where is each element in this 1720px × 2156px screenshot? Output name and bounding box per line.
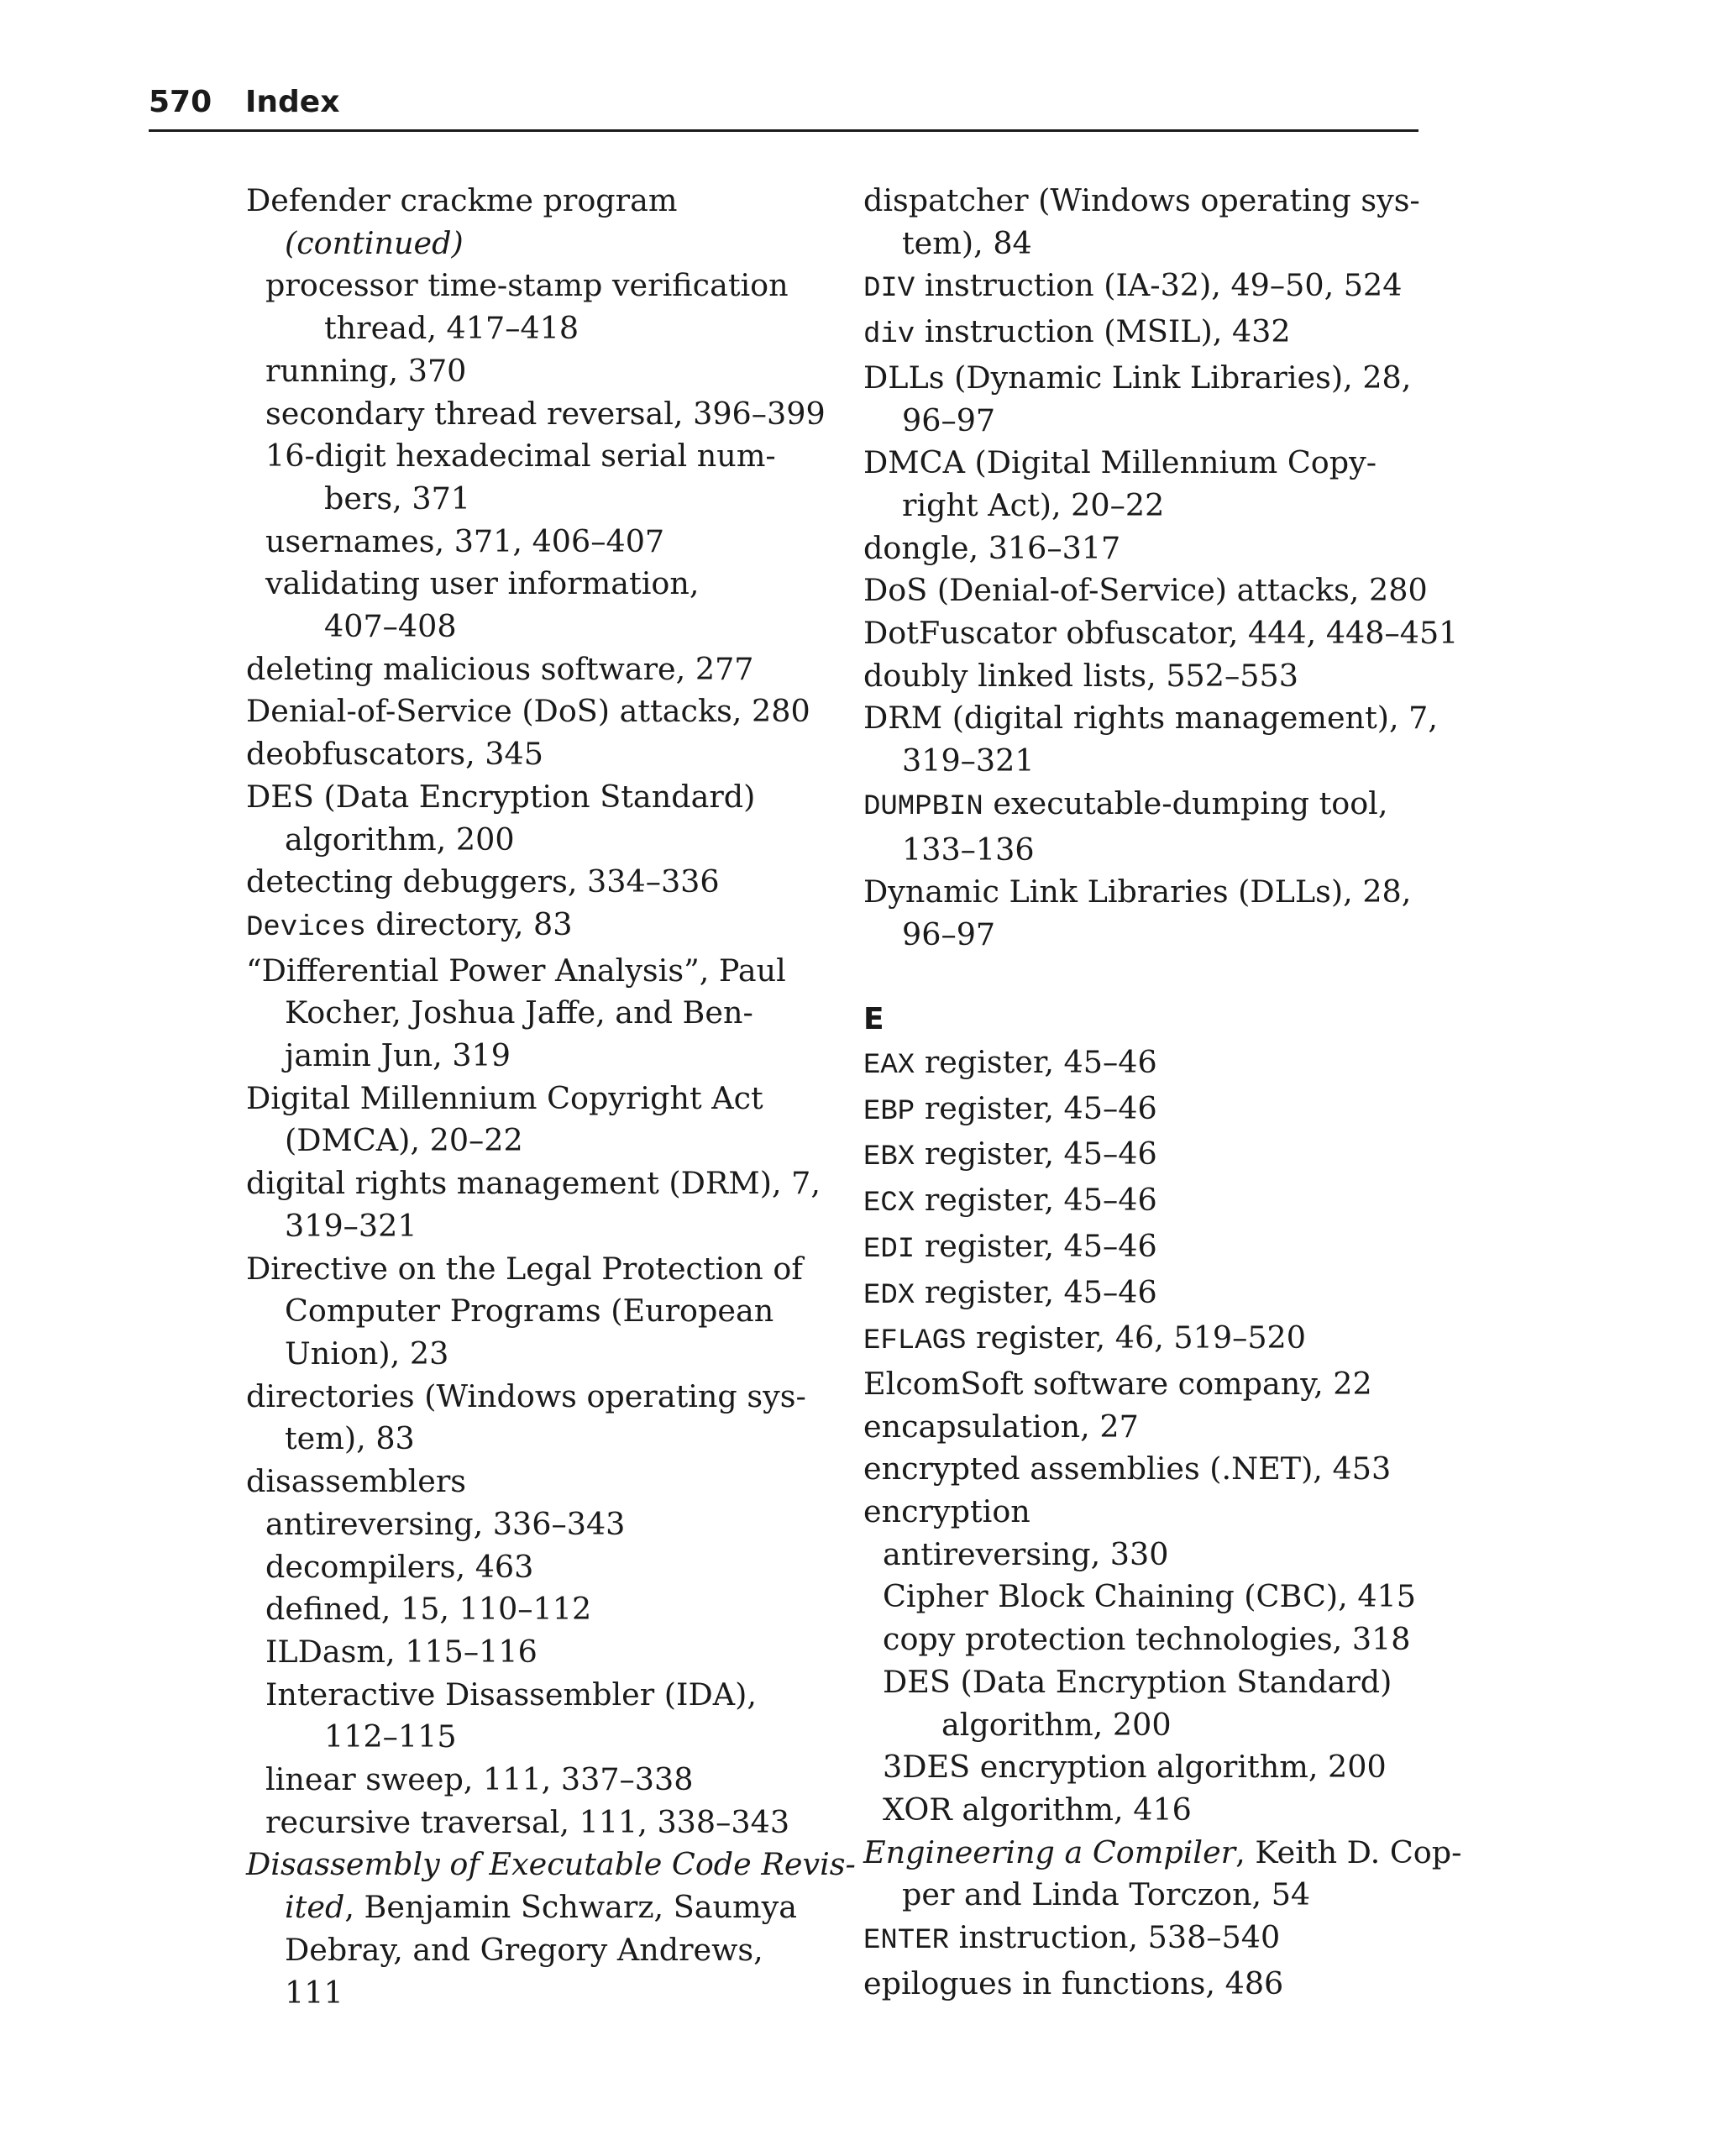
page-number: 570 xyxy=(149,85,212,119)
entry-line xyxy=(246,992,817,1035)
running-title: Index xyxy=(245,85,340,119)
entry-line xyxy=(863,829,1418,872)
entry-text: dispatcher (Windows operating sys- xyxy=(863,182,1420,218)
entry-line xyxy=(246,648,817,691)
entry-text: validating user information, xyxy=(265,565,700,602)
index-entry xyxy=(863,697,1439,782)
entry-text: algorithm, 200 xyxy=(941,1706,1172,1743)
entry-line xyxy=(863,1088,1418,1134)
index-subentry xyxy=(863,1576,1418,1618)
section-letter: E xyxy=(863,1002,884,1037)
entry-line xyxy=(863,527,1418,570)
entry-line xyxy=(246,1376,817,1419)
index-entry xyxy=(863,265,1418,311)
entry-text: DES (Data Encryption Standard) xyxy=(883,1663,1392,1700)
entry-text: Dynamic Link Libraries (DLLs), 28, xyxy=(863,873,1412,910)
entry-line: 111 xyxy=(285,1974,343,2011)
code-term: EBX xyxy=(863,1141,915,1174)
code-term: DUMPBIN xyxy=(863,790,983,823)
entry-text: tem), 84 xyxy=(902,224,1032,261)
index-entry xyxy=(246,950,817,1078)
entry-line xyxy=(246,1886,817,1929)
index-column-right xyxy=(863,180,1462,2006)
entry-line xyxy=(863,1534,1418,1576)
entry-text: running, 370 xyxy=(265,352,467,389)
index-subentry xyxy=(246,1802,817,1844)
continued-note: (continued) xyxy=(285,224,464,261)
entry-line xyxy=(863,1225,1418,1272)
entry-line xyxy=(863,1133,1418,1179)
entry-line xyxy=(863,655,1418,698)
index-subentry xyxy=(246,563,817,648)
index-subentry xyxy=(246,435,817,520)
code-term: EDX xyxy=(863,1279,915,1312)
entry-line xyxy=(246,1078,817,1120)
entry-line xyxy=(246,521,817,564)
entry-text: 96–97 xyxy=(902,401,996,438)
index-subentry xyxy=(863,1746,1418,1789)
entry-line xyxy=(246,819,817,862)
entry-line xyxy=(863,1272,1418,1318)
entry-line xyxy=(246,393,826,436)
entry-text: directory, 83 xyxy=(365,905,573,942)
entry-line xyxy=(863,1491,1418,1534)
entry-italic-text: Engineering a Compiler xyxy=(863,1833,1236,1870)
entry-text: Interactive Disassembler (IDA), xyxy=(265,1676,757,1713)
index-entry xyxy=(863,1448,1418,1491)
index-entry xyxy=(863,655,1418,698)
entry-text: deleting malicious software, 277 xyxy=(246,650,754,687)
code-term: Devices xyxy=(246,911,366,944)
entry-line xyxy=(863,697,1439,740)
entry-line xyxy=(246,606,817,648)
entry-text: doubly linked lists, 552–553 xyxy=(863,657,1298,694)
index-column-left xyxy=(246,180,856,2014)
entry-text: Directive on the Legal Protection of xyxy=(246,1250,803,1287)
index-entry xyxy=(863,569,1428,612)
entry-text: register, 45–46 xyxy=(915,1182,1157,1219)
entry-text: register, 46, 519–520 xyxy=(966,1319,1306,1356)
entry-text: register, 45–46 xyxy=(915,1044,1157,1081)
index-entry xyxy=(863,1225,1418,1272)
entry-text: right Act), 20–22 xyxy=(902,486,1165,523)
entry-text: antireversing, 336–343 xyxy=(265,1505,626,1542)
entry-line xyxy=(863,740,1418,783)
entry-line xyxy=(246,180,817,223)
entry-text: 319–321 xyxy=(285,1207,417,1244)
entry-text: DotFuscator obfuscator, 444, 448–451 xyxy=(863,615,1459,652)
entry-line xyxy=(246,1588,817,1631)
index-entry xyxy=(246,1162,821,1247)
entry-text: bers, 371 xyxy=(324,480,471,517)
index-entry xyxy=(863,1317,1418,1363)
entry-line xyxy=(246,1035,817,1078)
index-entry xyxy=(863,1363,1418,1406)
entry-line xyxy=(863,569,1428,612)
entry-text: antireversing, 330 xyxy=(883,1535,1169,1572)
entry-line xyxy=(863,357,1418,400)
entry-text: dongle, 316–317 xyxy=(863,529,1121,566)
entry-text: secondary thread reversal, 396–399 xyxy=(265,395,826,432)
entry-text: 3DES encryption algorithm, 200 xyxy=(883,1749,1387,1786)
entry-text: ILDasm, 115–116 xyxy=(265,1633,538,1670)
entry-text: encapsulation, 27 xyxy=(863,1408,1139,1445)
entry-line xyxy=(863,871,1418,914)
entry-line xyxy=(863,914,1418,957)
entry-line xyxy=(863,265,1418,311)
entry-line xyxy=(246,1418,817,1461)
entry-text: DLLs (Dynamic Link Libraries), 28, xyxy=(863,359,1412,396)
index-subentry xyxy=(863,1618,1418,1661)
index-subentry xyxy=(863,1661,1418,1746)
entry-text: DoS (Denial-of-Service) attacks, 280 xyxy=(863,572,1428,609)
index-entry xyxy=(246,1376,817,1461)
entry-line xyxy=(246,950,817,993)
entry-text: processor time-stamp verification xyxy=(265,267,789,304)
index-subentry xyxy=(246,1503,817,1546)
entry-line xyxy=(246,307,817,350)
entry-line xyxy=(863,1917,1418,1963)
entry-text: register, 45–46 xyxy=(915,1227,1157,1264)
entry-line xyxy=(246,1674,817,1717)
entry-line xyxy=(863,400,1418,443)
entry-line xyxy=(863,1041,1418,1088)
entry-text: encryption xyxy=(863,1493,1030,1530)
entry-line xyxy=(246,1120,817,1162)
entry-line xyxy=(863,1874,1418,1917)
entry-line xyxy=(246,563,817,606)
index-subentry xyxy=(246,393,826,436)
entry-text: Defender crackme program xyxy=(246,182,678,218)
entry-text: 133–136 xyxy=(902,831,1035,868)
entry-text: usernames, 371, 406–407 xyxy=(265,522,665,559)
entry-italic-text: Disassembly of Executable Code Revis- xyxy=(246,1846,856,1883)
index-entry xyxy=(246,180,817,223)
code-term: EAX xyxy=(863,1050,915,1083)
index-entry xyxy=(246,1078,817,1162)
index-entry xyxy=(863,1272,1418,1318)
index-entry xyxy=(863,1041,1418,1088)
entry-text: decompilers, 463 xyxy=(265,1548,534,1585)
index-entry xyxy=(863,1088,1418,1134)
index-entry xyxy=(863,1832,1462,1917)
entry-line xyxy=(863,180,1418,223)
entry-text: Union), 23 xyxy=(285,1335,449,1372)
entry-line xyxy=(246,861,817,904)
index-entry xyxy=(863,612,1459,655)
index-entry xyxy=(863,1917,1418,1963)
entry-line xyxy=(863,612,1459,655)
entry-text: deobfuscators, 345 xyxy=(246,736,543,773)
index-subentry xyxy=(246,1759,817,1802)
index-entry xyxy=(863,180,1418,265)
index-entry xyxy=(863,527,1418,570)
entry-line xyxy=(246,350,817,393)
entry-line xyxy=(246,1844,856,1886)
entry-line xyxy=(863,783,1418,829)
entry-text: register, 45–46 xyxy=(915,1273,1157,1310)
entry-text: thread, 417–418 xyxy=(324,310,579,347)
entry-text: recursive traversal, 111, 338–343 xyxy=(265,1803,790,1840)
entry-line xyxy=(246,690,817,733)
code-term: EFLAGS xyxy=(863,1325,967,1358)
index-subentry xyxy=(246,1674,817,1759)
index-entry xyxy=(863,783,1418,871)
entry-line xyxy=(863,442,1418,485)
entry-text: , Benjamin Schwarz, Saumya xyxy=(344,1889,798,1926)
entry-line xyxy=(863,1576,1418,1618)
entry-text: Cipher Block Chaining (CBC), 415 xyxy=(883,1578,1416,1615)
entry-text: 319–321 xyxy=(902,742,1035,779)
entry-line xyxy=(863,1661,1418,1704)
entry-text: linear sweep, 111, 337–338 xyxy=(265,1761,694,1798)
index-entry xyxy=(246,861,817,904)
index-subentry xyxy=(246,1631,817,1674)
entry-line xyxy=(246,1546,817,1589)
entry-line xyxy=(246,1205,817,1248)
entry-text: DMCA (Digital Millennium Copy- xyxy=(863,444,1377,481)
entry-text: register, 45–46 xyxy=(915,1136,1157,1172)
entry-line xyxy=(246,1802,817,1844)
entry-line xyxy=(863,1179,1418,1225)
entry-line xyxy=(863,1832,1462,1875)
running-header xyxy=(149,81,1418,132)
entry-line xyxy=(863,485,1418,527)
entry-text: 16-digit hexadecimal serial num- xyxy=(265,438,776,475)
index-entry xyxy=(246,776,817,861)
entry-line xyxy=(863,1448,1418,1491)
entry-line xyxy=(246,435,817,478)
entry-text: executable-dumping tool, xyxy=(983,784,1388,821)
index-entry xyxy=(246,648,817,691)
entry-text: algorithm, 200 xyxy=(285,821,515,858)
index-entry xyxy=(246,1844,856,2014)
entry-line xyxy=(863,1704,1418,1747)
entry-line xyxy=(246,1461,817,1503)
entry-line xyxy=(246,1162,821,1205)
index-entry xyxy=(863,1491,1418,1534)
entry-line xyxy=(246,904,817,950)
entry-text: (DMCA), 20–22 xyxy=(285,1122,523,1159)
index-subentry xyxy=(863,1789,1418,1832)
entry-text: per and Linda Torczon, 54 xyxy=(902,1876,1311,1913)
entry-text: 407–408 xyxy=(324,608,457,645)
entry-line xyxy=(246,1333,817,1376)
entry-text: jamin Jun, 319 xyxy=(285,1037,511,1074)
entry-text: copy protection technologies, 318 xyxy=(883,1621,1411,1658)
entry-line xyxy=(246,1631,817,1674)
entry-line xyxy=(863,311,1418,357)
index-entry xyxy=(863,1963,1418,2006)
code-term: div xyxy=(863,319,915,352)
entry-line xyxy=(863,1618,1418,1661)
index-subentry xyxy=(246,350,817,393)
index-entry xyxy=(863,357,1418,442)
entry-text: Digital Millennium Copyright Act xyxy=(246,1079,763,1116)
entry-text: digital rights management (DRM), 7, xyxy=(246,1165,821,1202)
entry-text: “Differential Power Analysis”, Paul xyxy=(246,952,786,989)
entry-text: , Keith D. Cop- xyxy=(1235,1833,1462,1870)
entry-text: ElcomSoft software company, 22 xyxy=(863,1365,1372,1402)
entry-italic-text: ited xyxy=(285,1889,345,1926)
entry-text: disassemblers xyxy=(246,1463,467,1500)
entry-line xyxy=(246,1248,817,1291)
entry-text: 96–97 xyxy=(902,915,996,952)
index-entry xyxy=(246,1461,817,1503)
entry-text: directories (Windows operating sys- xyxy=(246,1377,806,1414)
entry-text: encrypted assemblies (.NET), 453 xyxy=(863,1450,1392,1487)
entry-line xyxy=(246,478,817,521)
index-entry xyxy=(246,1248,817,1376)
entry-line xyxy=(246,733,817,776)
entry-text: Denial-of-Service (DoS) attacks, 280 xyxy=(246,693,810,730)
entry-line xyxy=(863,1963,1418,2006)
entry-line xyxy=(246,1290,817,1333)
index-subentry xyxy=(246,521,817,564)
entry-text: epilogues in functions, 486 xyxy=(863,1965,1284,2001)
entry-text: XOR algorithm, 416 xyxy=(883,1791,1192,1828)
entry-line xyxy=(246,1759,817,1802)
index-entry xyxy=(246,733,817,776)
code-term: EBP xyxy=(863,1095,915,1128)
index-entry xyxy=(246,690,817,733)
entry-line: Debray, and Gregory Andrews, xyxy=(285,1931,763,1968)
index-entry xyxy=(863,871,1418,956)
entry-line xyxy=(863,1789,1418,1832)
entry-text: instruction (IA-32), 49–50, 524 xyxy=(915,267,1403,304)
entry-line xyxy=(863,1317,1418,1363)
entry-line xyxy=(246,1503,817,1546)
index-entry xyxy=(246,904,817,950)
index-entry xyxy=(863,311,1418,357)
entry-line xyxy=(863,223,1418,265)
entry-line xyxy=(863,1363,1418,1406)
entry-text: detecting debuggers, 334–336 xyxy=(246,863,720,900)
entry-line xyxy=(246,265,817,307)
code-term: DIV xyxy=(863,273,915,306)
code-term: ENTER xyxy=(863,1925,950,1958)
code-term: EDI xyxy=(863,1233,915,1266)
entry-text: Computer Programs (European xyxy=(285,1293,774,1330)
index-entry xyxy=(863,442,1418,527)
entry-text: DRM (digital rights management), 7, xyxy=(863,700,1439,737)
index-subentry xyxy=(246,1588,817,1631)
entry-text: register, 45–46 xyxy=(915,1089,1157,1126)
entry-text: tem), 83 xyxy=(285,1420,415,1457)
entry-line xyxy=(246,1716,817,1759)
entry-line xyxy=(863,1746,1418,1789)
entry-line xyxy=(246,776,817,819)
index-subentry xyxy=(246,265,817,349)
index-entry xyxy=(863,1406,1418,1449)
entry-text: Kocher, Joshua Jaffe, and Ben- xyxy=(285,994,753,1031)
index-subentry xyxy=(863,1534,1418,1576)
index-subentry xyxy=(246,1546,817,1589)
index-entry xyxy=(863,1133,1418,1179)
index-entry xyxy=(863,1179,1418,1225)
entry-text: instruction, 538–540 xyxy=(949,1919,1281,1956)
entry-text: defined, 15, 110–112 xyxy=(265,1591,592,1628)
entry-line xyxy=(863,1406,1418,1449)
entry-text: 112–115 xyxy=(324,1718,457,1755)
code-term: ECX xyxy=(863,1188,915,1220)
entry-text: DES (Data Encryption Standard) xyxy=(246,778,756,815)
entry-text: instruction (MSIL), 432 xyxy=(915,313,1291,350)
